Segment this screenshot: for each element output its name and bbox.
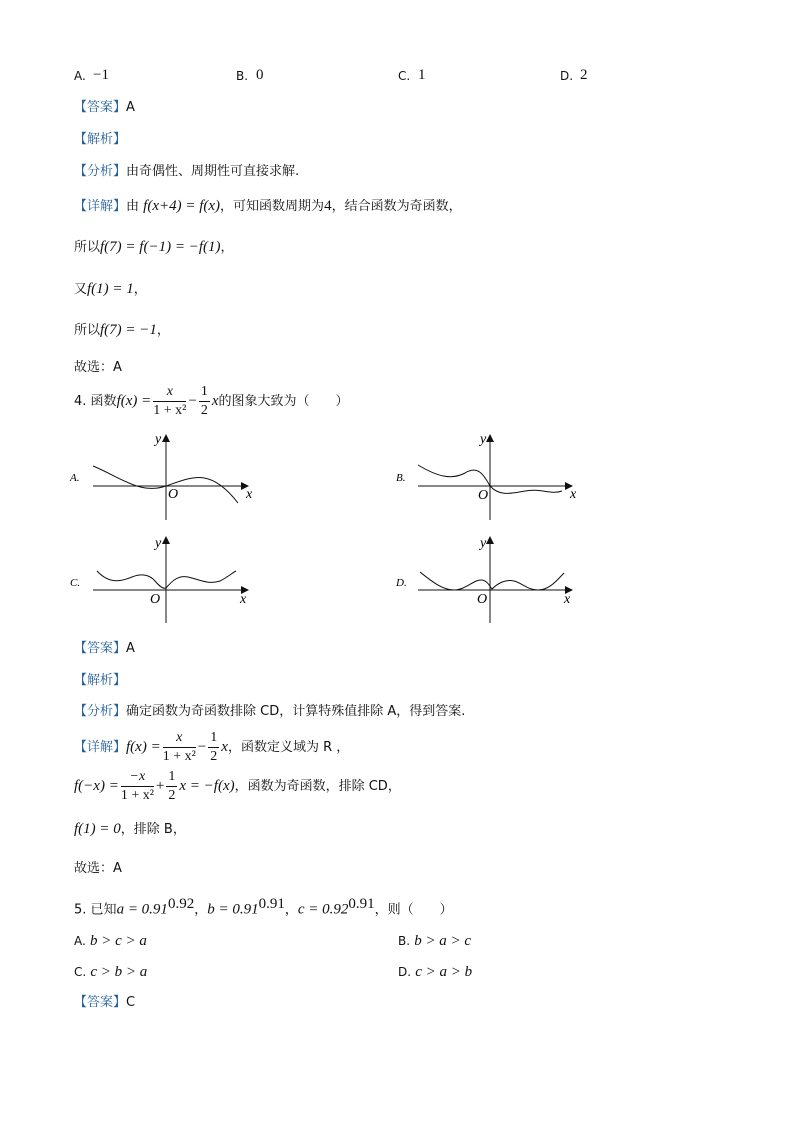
q3-line2-pre: 所以 (74, 240, 101, 255)
q4-frac3-num: −x (121, 769, 154, 787)
q3-detail-mid: ，可知函数周期为 (220, 199, 325, 214)
q4-answer-line (74, 642, 135, 655)
q3-detail-pre: 由 (126, 199, 140, 214)
q5-option-c (74, 965, 147, 980)
q4-fenxi-text: 确定函数为奇函数排除 CD，计算特殊值排除 A，得到答案. (126, 704, 466, 719)
q4-fraction-2 (199, 384, 210, 419)
q4-graphs (60, 425, 620, 635)
xiangjie-tag: 【详解】 (74, 199, 127, 214)
q5-c-base: c = 0.92 (297, 901, 349, 918)
q4-detail-fraction-1 (163, 730, 196, 765)
q5-stem: 5. 已知$a = 0.91^{0.92}$，$b = 0.91^{0.91}$，$c = 0.92^{0.91}$，则（ ） (74, 896, 453, 918)
q5-b-exp: 0.91 (258, 896, 285, 912)
q3-detail-post: ，结合函数为奇函数， (331, 199, 462, 214)
q5-option-a-label: A. (74, 934, 86, 948)
graph-b-y-label: y (480, 432, 487, 447)
q4-fenxi-line (74, 705, 465, 718)
q4-odd-frac2-num: 1 (166, 769, 177, 787)
q5-stem-pre: 已知 (90, 902, 117, 918)
q5-c-exp: 0.91 (348, 896, 375, 912)
answer-tag: 【答案】 (74, 995, 127, 1010)
q4-detail-frac1-den: 1 + x² (162, 749, 196, 765)
analysis-tag: 【解析】 (74, 673, 127, 688)
option-a-value: −1 (93, 67, 109, 83)
xiangjie-tag: 【详解】 (74, 740, 127, 756)
graph-c-y-label: y (155, 536, 162, 551)
option-b-label: B. (236, 69, 249, 83)
fenxi-tag: 【分析】 (74, 704, 127, 719)
q3-analysis-header (74, 133, 126, 146)
graph-a-y-label: y (155, 432, 162, 447)
q4-frac3-den: 1 + x² (120, 788, 154, 804)
q5-option-b-label: B. (398, 934, 411, 948)
q3-line3-post: ， (133, 282, 147, 297)
q5-option-b-value: b > a > c (414, 933, 472, 949)
q4-function-lhs: f(x) = (116, 393, 152, 410)
graph-c-label: C. (70, 577, 81, 589)
q4-detail-line (74, 730, 349, 765)
q4-detail-x: x (221, 739, 228, 756)
graph-c (70, 536, 248, 623)
q4-detail-minus: − (197, 739, 207, 756)
q3-choose: 故选：A (74, 360, 122, 375)
q3-answer: A (126, 100, 135, 115)
q5-number: 5. (74, 902, 87, 918)
q4-frac2-num: 1 (199, 384, 210, 402)
q3-line2 (74, 240, 234, 255)
q5-answer: C (126, 995, 136, 1010)
option-c-value: 1 (418, 67, 426, 83)
q4-x: x (211, 393, 219, 410)
q4-odd-rhs: x = −f(x) (179, 778, 235, 795)
graph-b-origin: O (478, 488, 489, 503)
graph-a-origin: O (168, 487, 179, 502)
q3-answer-line (74, 101, 135, 114)
q5-a-exp: 0.92 (167, 896, 195, 912)
q5-a-base: a = 0.91 (116, 901, 168, 918)
graph-d (395, 536, 572, 623)
graph-b (396, 432, 577, 520)
q4-choose: 故选：A (74, 861, 122, 876)
graph-a (69, 432, 253, 520)
q5-option-c-label: C. (74, 965, 87, 979)
q5-option-c-value: c > b > a (90, 964, 148, 980)
q4-odd-line (74, 769, 401, 804)
q3-line4-pre: 所以 (74, 323, 101, 338)
graph-d-origin: O (477, 592, 488, 607)
q5-option-b (398, 934, 471, 949)
q4-detail-fraction-2 (208, 730, 219, 765)
q3-line2-post: ， (220, 240, 234, 255)
graph-c-origin: O (150, 592, 161, 607)
q5-option-a-value: b > c > a (89, 933, 147, 949)
option-a-label: A. (74, 69, 86, 83)
q5-option-d-label: D. (398, 965, 412, 979)
q4-detail-frac1-num: x (163, 730, 196, 748)
q5-stem-post: ，则（ ） (374, 902, 453, 918)
q4-minus: − (188, 393, 197, 410)
q3-fenxi-line (74, 165, 299, 178)
q3-fenxi-text: 由奇偶性、周期性可直接求解. (126, 164, 300, 179)
graph-b-label: B. (396, 472, 406, 484)
q3-line3 (74, 282, 147, 297)
graph-d-label: D. (396, 577, 407, 589)
q4-frac1-den: 1 + x² (153, 403, 187, 419)
graph-d-x-label: x (564, 592, 571, 607)
q5-option-d (398, 965, 472, 980)
graph-a-x-label: x (246, 487, 253, 502)
option-c-label: C. (398, 69, 411, 83)
answer-tag: 【答案】 (74, 100, 127, 115)
q4-special-line (74, 822, 186, 837)
q4-frac2-den: 2 (200, 403, 208, 419)
q4-stem (74, 384, 349, 419)
option-b-value: 0 (256, 67, 264, 83)
q3-period-equation: f(x+4) = f(x) (143, 198, 221, 214)
q4-detail-frac2-den: 2 (210, 749, 218, 765)
q4-odd-frac2-den: 2 (168, 788, 176, 804)
graph-d-y-label: y (480, 536, 487, 551)
q4-answer: A (126, 641, 135, 656)
q5-option-a (74, 934, 147, 949)
q4-stem-pre: 函数 (90, 394, 117, 410)
q3-detail-line (74, 199, 462, 214)
q5-option-d-value: c > a > b (415, 964, 473, 980)
q4-special-eq: f(1) = 0 (74, 821, 121, 837)
answer-tag: 【答案】 (74, 641, 127, 656)
graph-a-label: A. (70, 472, 80, 484)
q4-odd-post: ，函数为奇函数，排除 CD， (234, 779, 401, 795)
q4-analysis-header (74, 674, 126, 687)
q4-frac1-num: x (153, 384, 186, 402)
q4-fraction-1 (153, 384, 186, 419)
q4-stem-post: 的图象大致为（ ） (218, 394, 349, 410)
q4-odd-lhs: f(−x) = (74, 778, 119, 795)
q3-line4-post: ， (156, 323, 170, 338)
analysis-tag: 【解析】 (74, 132, 127, 147)
option-d-value: 2 (580, 67, 588, 83)
option-d-label: D. (560, 69, 574, 83)
q4-detail-post: ，函数定义域为 R ， (227, 740, 350, 756)
q4-odd-fraction-1 (121, 769, 154, 804)
q5-answer-line (74, 996, 135, 1009)
graph-d-curve (420, 572, 564, 590)
q4-detail-lhs: f(x) = (126, 739, 161, 756)
q4-detail-frac2-num: 1 (208, 730, 219, 748)
q3-line2-eq: f(7) = f(−1) = −f(1) (100, 239, 221, 255)
q4-number: 4. (74, 394, 87, 410)
fenxi-tag: 【分析】 (74, 164, 127, 179)
q3-line3-pre: 又 (74, 282, 88, 297)
q3-line3-eq: f(1) = 1 (87, 281, 134, 297)
q3-period-value: 4 (324, 198, 332, 214)
graph-c-x-label: x (240, 592, 247, 607)
q4-plus: + (155, 778, 165, 795)
q3-line4 (74, 323, 170, 338)
q3-line4-eq: f(7) = −1 (100, 322, 157, 338)
graph-b-x-label: x (570, 487, 577, 502)
q4-special-post: ，排除 B， (120, 822, 186, 837)
q5-b-base: b = 0.91 (207, 901, 259, 918)
q4-odd-fraction-2 (166, 769, 177, 804)
